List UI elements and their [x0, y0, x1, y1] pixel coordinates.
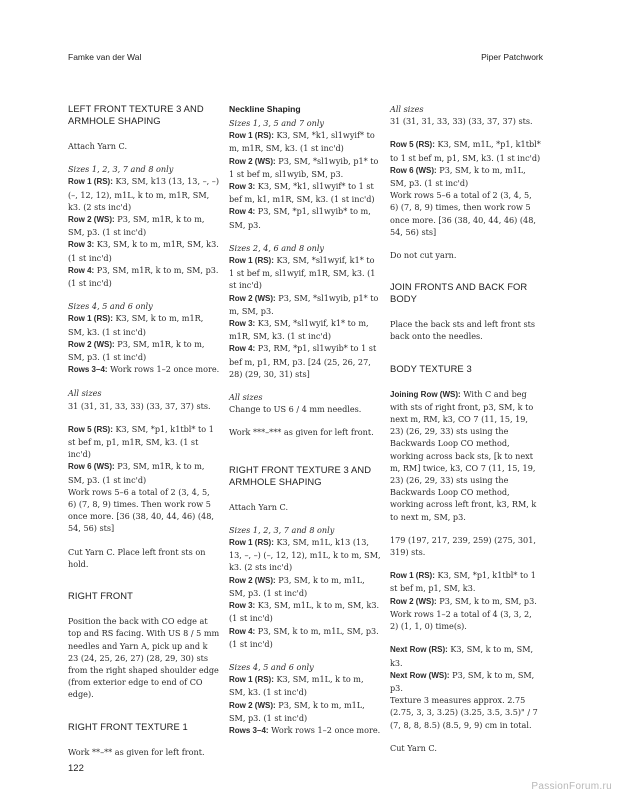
- instruction-text: Work **–** as given for left front.: [68, 746, 205, 757]
- row-text: K3, SM, k13 (13, 13, –, –) (–, 12, 12), m1L, k to m, m1R, SM, k3. (2 sts inc'd): [68, 176, 220, 212]
- row-text: K3, SM, k to m, SM, k3.: [390, 644, 534, 668]
- row-text: P3, SM, *p1, sl1wyib* to m, SM, p3.: [229, 206, 371, 230]
- row-label: Row 4:: [229, 344, 256, 354]
- section-title-join-fronts-and-back: JOIN FRONTS AND BACK FOR BODY: [390, 281, 528, 305]
- row-label: Row 2 (WS):: [229, 700, 276, 710]
- row-instruction: [390, 138, 542, 163]
- row-text: K3, SM, *p1, k1tbl* to 1 st bef m, p1, m1R, SM, k3. (1 st inc'd): [68, 423, 214, 460]
- row-instruction: [229, 625, 382, 650]
- row-label: Row 2 (WS):: [68, 215, 115, 225]
- row-label: Row 4:: [229, 626, 256, 636]
- section-title-right-front-texture-1: RIGHT FRONT TEXTURE 1: [68, 720, 188, 732]
- measurement-note: Texture 3 measures approx. 2.75 (2.75, 3, 3, 3.25) (3.25, 3.5, 3.5)" / 7 (7, 8, 8, 8.5) (8.5, 9, 9) cm in total.: [390, 695, 538, 730]
- row-instruction: [229, 129, 382, 154]
- row-instruction: [229, 699, 382, 724]
- row-text: K3, SM, *sl1wyif, k1* to m, m1R, SM, k3. (1 st inc'd): [229, 318, 369, 342]
- row-label: Row 6 (WS):: [390, 165, 437, 175]
- row-text: K3, SM, *p1, k1tbl* to 1 st bef m, p1, SM, k3.: [390, 570, 536, 594]
- instruction-text: Place the back sts and left front sts back onto the needles.: [390, 319, 536, 342]
- row-instruction: [68, 312, 220, 337]
- row-text: K3, SM, m1L, k13 (13, 13, –, –) (–, 12, 12), m1L, k to m, SM, k3. (2 sts inc'd): [229, 537, 381, 573]
- row-text: P3, SM, k to m, m1L, SM, p3. (1 st inc'd): [390, 164, 526, 189]
- row-instruction: [68, 423, 220, 461]
- row-text: Work rows 1–2 once more.: [268, 724, 381, 735]
- row-instruction: [390, 164, 542, 189]
- instruction-text: Do not cut yarn.: [390, 250, 457, 261]
- instruction-text: Work ***–*** as given for left front.: [229, 427, 374, 438]
- row-instruction: [229, 317, 382, 342]
- row-label: Row 3:: [229, 601, 256, 611]
- repeat-note: Work rows 1–2 a total of 4 (3, 3, 2, 2) (1, 1, 0) time(s).: [390, 608, 532, 632]
- stitch-count: 31 (31, 31, 33, 33) (33, 37, 37) sts.: [68, 400, 211, 411]
- row-instruction: [229, 599, 382, 624]
- row-text: K3, SM, k to m, m1R, SM, k3. (1 st inc'd): [68, 313, 204, 337]
- row-label: Row 2 (WS):: [229, 156, 276, 166]
- row-instruction: [68, 213, 220, 238]
- row-text: P3, SM, m1R, k to m, SM, p3. (1 st inc'd): [68, 214, 205, 238]
- row-label: Row 1 (RS):: [68, 177, 113, 187]
- row-instruction: [229, 536, 382, 574]
- row-text: P3, SM, m1R, k to m, SM, p3. (1 st inc'd): [68, 338, 205, 363]
- row-label: Row 1 (RS):: [229, 256, 274, 266]
- row-label: Rows 3–4:: [229, 725, 269, 735]
- row-text: P3, SM, k to m, SM, p3.: [390, 669, 535, 693]
- row-label: Row 1 (RS):: [229, 538, 274, 548]
- row-instruction: [68, 175, 220, 213]
- row-instruction: [229, 724, 382, 737]
- subsection-title-neckline-shaping: Neckline Shaping: [229, 104, 301, 114]
- section-title-left-front-texture-3: LEFT FRONT TEXTURE 3 AND ARMHOLE SHAPING: [68, 103, 204, 126]
- row-instruction: [68, 264, 220, 289]
- row-instruction: [390, 595, 542, 608]
- row-instruction: [229, 342, 382, 380]
- row-instruction: [68, 238, 220, 263]
- section-title-body-texture-3: BODY TEXTURE 3: [390, 362, 472, 374]
- column-left: [68, 103, 220, 769]
- row-instruction: [229, 574, 382, 599]
- stitch-count: 179 (197, 217, 239, 259) (275, 301, 319) sts.: [390, 534, 536, 558]
- row-text: With C and beg with sts of right front, p3, SM, k to next m, RM, k3, CO 7 (11, 15, 19, 23) (26, 29, 33) sts using the Backwards Loop CO method, working across back sts, [k to next m, RM] twice, k3, CO 7 (11, 15, 19, 23) (26, 29, 33) sts using the Backwards Loop CO method, working across left front, k3, RM, k to next m, SM, p3.: [390, 388, 537, 522]
- row-label: Next Row (WS):: [390, 670, 450, 680]
- row-text: P3, RM, *p1, sl1wyib* to 1 st bef m, p1, RM, p3. [24 (25, 26, 27, 28) (29, 30, 31) sts]: [229, 343, 377, 379]
- row-text: P3, SM, k to m, SM, p3.: [436, 595, 537, 606]
- sizes-heading: All sizes: [390, 104, 424, 114]
- row-text: K3, SM, m1L, *p1, k1tbl* to 1 st bef m, p1, SM, k3. (1 st inc'd): [390, 139, 541, 163]
- repeat-note: Work rows 5–6 a total of 2 (3, 4, 5, 6) (7, 8, 9) times. Then work row 5 once more. [36 (38, 40, 44, 46) (48, 54, 56) sts]: [68, 486, 214, 534]
- instruction-text: Change to US 6 / 4 mm needles.: [229, 404, 362, 415]
- column-right: [390, 103, 542, 765]
- instruction-text: Cut Yarn C. Place left front sts on hold.: [68, 546, 206, 569]
- instruction-text: Cut Yarn C.: [390, 742, 437, 753]
- row-instruction: [229, 205, 382, 230]
- row-label: Row 3:: [68, 240, 95, 250]
- row-label: Row 4:: [68, 265, 95, 275]
- row-instruction: [229, 673, 382, 698]
- row-label: Row 6 (WS):: [68, 462, 115, 472]
- sizes-heading: All sizes: [68, 388, 102, 399]
- row-text: K3, SM, k to m, m1R, SM, k3. (1 st inc'd): [68, 239, 219, 263]
- column-middle: [229, 103, 382, 748]
- repeat-note: Work rows 5–6 a total of 2 (3, 4, 5, 6) (7, 8, 9) times, then work row 5 once more. [36 (38, 40, 44, 46) (48, 54, 56) sts]: [390, 190, 536, 237]
- row-text: P3, SM, *sl1wyib, p1* to 1 st bef m, sl1wyib, SM, p3.: [229, 155, 379, 179]
- row-text: K3, SM, m1L, k to m, SM, k3. (1 st inc'd): [229, 674, 364, 698]
- row-label: Row 3:: [229, 319, 256, 329]
- row-label: Row 2 (WS):: [68, 339, 115, 349]
- row-text: K3, SM, m1L, k to m, SM, k3. (1 st inc'd): [229, 600, 380, 624]
- author-name: Famke van der Wal: [68, 52, 142, 62]
- row-instruction: [390, 669, 542, 694]
- sizes-heading: Sizes 4, 5 and 6 only: [229, 661, 314, 672]
- row-text: P3, SM, k to m, m1L, SM, p3. (1 st inc'd): [229, 625, 379, 649]
- row-label: Row 4:: [229, 207, 256, 217]
- row-label: Row 2 (WS):: [390, 596, 437, 606]
- row-label: Row 5 (RS):: [390, 140, 435, 150]
- row-label: Row 1 (RS):: [68, 314, 113, 324]
- row-instruction: [229, 155, 382, 180]
- row-instruction: [390, 388, 542, 523]
- stitch-count: 31 (31, 31, 33, 33) (33, 37, 37) sts.: [390, 116, 533, 127]
- sizes-heading: Sizes 1, 2, 3, 7 and 8 only: [229, 524, 335, 535]
- row-instruction: [229, 180, 382, 205]
- row-text: P3, SM, k to m, m1L, SM, p3. (1 st inc'd): [229, 699, 365, 723]
- section-title-right-front-texture-3: RIGHT FRONT TEXTURE 3 AND ARMHOLE SHAPING: [229, 463, 372, 487]
- page-number: 122: [68, 763, 84, 774]
- row-text: P3, SM, k to m, m1L, SM, p3. (1 st inc'd): [229, 574, 365, 598]
- row-label: Row 1 (RS):: [390, 571, 435, 581]
- section-title-right-front: RIGHT FRONT: [68, 590, 133, 602]
- row-text: Work rows 1–2 once more.: [107, 364, 220, 375]
- row-label: Row 1 (RS):: [229, 131, 274, 141]
- instruction-text: Position the back with CO edge at top and RS facing. With US 8 / 5 mm needles and Yarn A, pick up and k 23 (24, 25, 26, 27) (28, 29, 30) sts from the right shaped shoulder edge (from exterior edge to end of CO edge).: [68, 616, 220, 700]
- watermark: PassionForum.ru: [531, 781, 612, 792]
- instruction-text: Attach Yarn C.: [229, 501, 289, 512]
- row-label: Rows 3–4:: [68, 365, 108, 375]
- row-instruction: [68, 363, 220, 376]
- row-text: K3, SM, *k1, sl1wyif* to m, m1R, SM, k3. (1 st inc'd): [229, 130, 375, 154]
- row-text: K3, SM, *k1, sl1wyif* to 1 st bef m, k1, m1R, SM, k3. (1 st inc'd): [229, 181, 375, 205]
- sizes-heading: Sizes 4, 5 and 6 only: [68, 301, 153, 312]
- row-label: Row 5 (RS):: [68, 424, 113, 434]
- instruction-text: Attach Yarn C.: [68, 141, 128, 151]
- pattern-name: Piper Patchwork: [481, 52, 543, 62]
- sizes-heading: Sizes 1, 2, 3, 7 and 8 only: [68, 164, 174, 175]
- row-instruction: [68, 460, 220, 485]
- sizes-heading: Sizes 2, 4, 6 and 8 only: [229, 242, 324, 253]
- row-label: Row 2 (WS):: [229, 293, 276, 303]
- row-label: Joining Row (WS):: [390, 389, 461, 399]
- row-instruction: [68, 338, 220, 363]
- row-label: Row 3:: [229, 182, 256, 192]
- row-instruction: [390, 643, 542, 668]
- row-label: Row 1 (RS):: [229, 675, 274, 685]
- row-text: P3, SM, m1R, k to m, SM, p3. (1 st inc'd): [68, 461, 205, 485]
- sizes-heading: Sizes 1, 3, 5 and 7 only: [229, 118, 324, 128]
- sizes-heading: All sizes: [229, 392, 263, 403]
- row-instruction: [229, 254, 382, 292]
- row-instruction: [229, 292, 382, 317]
- row-text: P3, SM, m1R, k to m, SM, p3. (1 st inc'd): [68, 264, 219, 289]
- row-text: K3, SM, *sl1wyif, k1* to 1 st bef m, sl1wyif, m1R, SM, k3. (1 st inc'd): [229, 255, 376, 291]
- row-instruction: [390, 569, 542, 594]
- row-text: P3, SM, *sl1wyib, p1* to m, SM, p3.: [229, 292, 379, 316]
- row-label: Row 2 (WS):: [229, 575, 276, 585]
- row-label: Next Row (RS):: [390, 645, 448, 655]
